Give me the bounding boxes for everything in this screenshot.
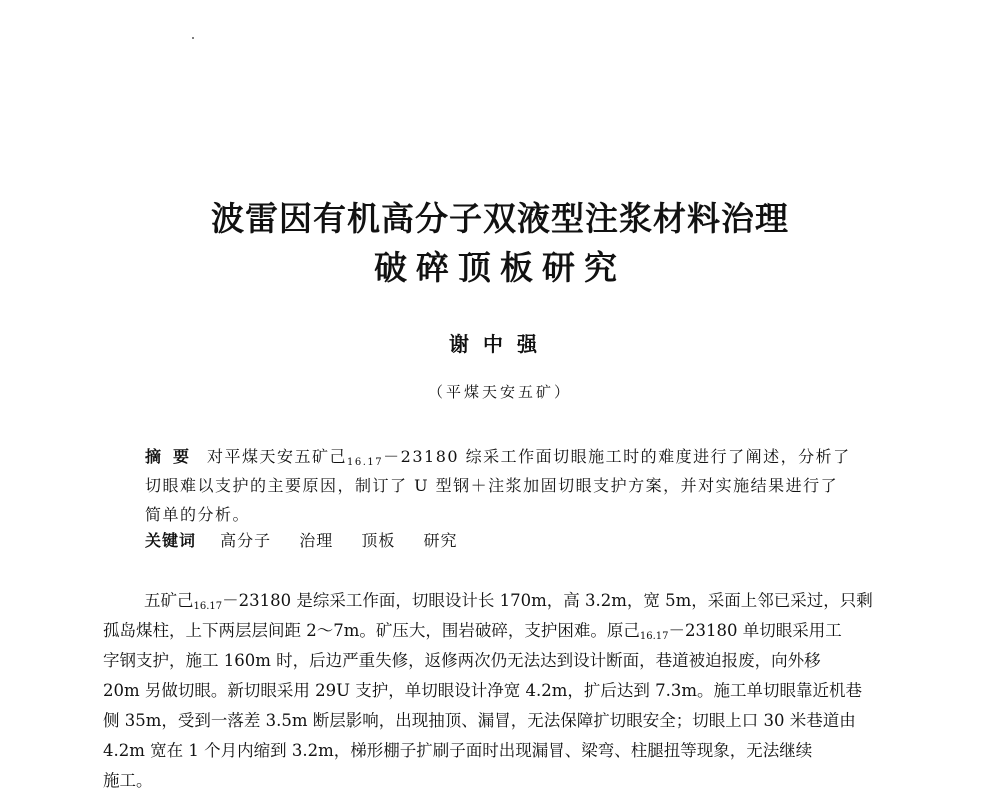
keyword: 高分子: [220, 531, 272, 550]
paper-title-line-1: 波雷因有机高分子双液型注浆材料治理: [211, 199, 789, 238]
body-text-run: 孤岛煤柱，上下两层层间距 2～7m。矿压大，围岩破碎，支护困难。原己: [103, 621, 640, 640]
body-text: [103, 586, 908, 796]
abstract-text: 对平煤天安五矿己: [207, 447, 348, 466]
paper-title-line-2: 破碎顶板研究: [374, 248, 626, 287]
abstract-line: 简单的分析。: [145, 505, 251, 524]
keyword: 治理: [299, 531, 334, 550]
body-line: 字钢支护，施工 160m 时，后边严重失修，返修两次仍无法达到设计断面，巷道被迫报废，向外移: [103, 651, 821, 670]
keywords: [145, 528, 479, 551]
author-name: 谢中强: [449, 332, 551, 356]
abstract-line: 切眼难以支护的主要原因，制订了 U 型钢＋注浆加固切眼支护方案，并对实施结果进行了: [145, 476, 839, 495]
body-text-run: －23180 单切眼采用工: [668, 621, 842, 640]
scan-speck: [192, 37, 194, 39]
subscript: 16.17: [193, 601, 223, 612]
body-line: [103, 586, 908, 616]
body-line: 施工。: [103, 771, 153, 790]
author-affiliation: （平煤天安五矿）: [427, 383, 572, 401]
body-line: 4.2m 宽在 1 个月内缩到 3.2m，梯形棚子扩刷子面时出现漏冒、梁弯、柱腿扭等现象，无法继续: [103, 741, 813, 760]
body-line: [103, 616, 908, 646]
body-text-run: 五矿己: [144, 591, 194, 610]
body-line: 20m 另做切眼。新切眼采用 29U 支护，单切眼设计净宽 4.2m，扩后达到 7.3m。施工单切眼靠近机巷: [103, 681, 863, 700]
body-line: 侧 35m，受到一落差 3.5m 断层影响，出现抽顶、漏冒，无法保障扩切眼安全；切眼上口 30 米巷道由: [103, 711, 856, 730]
abstract-label: 摘要: [145, 447, 202, 466]
keywords-label: 关键词: [145, 531, 197, 550]
abstract-text: －23180 综采工作面切眼施工时的难度进行了阐述，分析了: [383, 447, 851, 466]
abstract-line: [145, 442, 875, 471]
subscript: 16.17: [639, 631, 669, 642]
subscript: 16.17: [347, 457, 384, 468]
keyword: 研究: [423, 531, 458, 550]
keyword: 顶板: [361, 531, 396, 550]
abstract: [145, 442, 875, 529]
body-text-run: －23180 是综采工作面，切眼设计长 170m，高 3.2m，宽 5m，采面上邻已采过，只剩: [222, 591, 873, 610]
